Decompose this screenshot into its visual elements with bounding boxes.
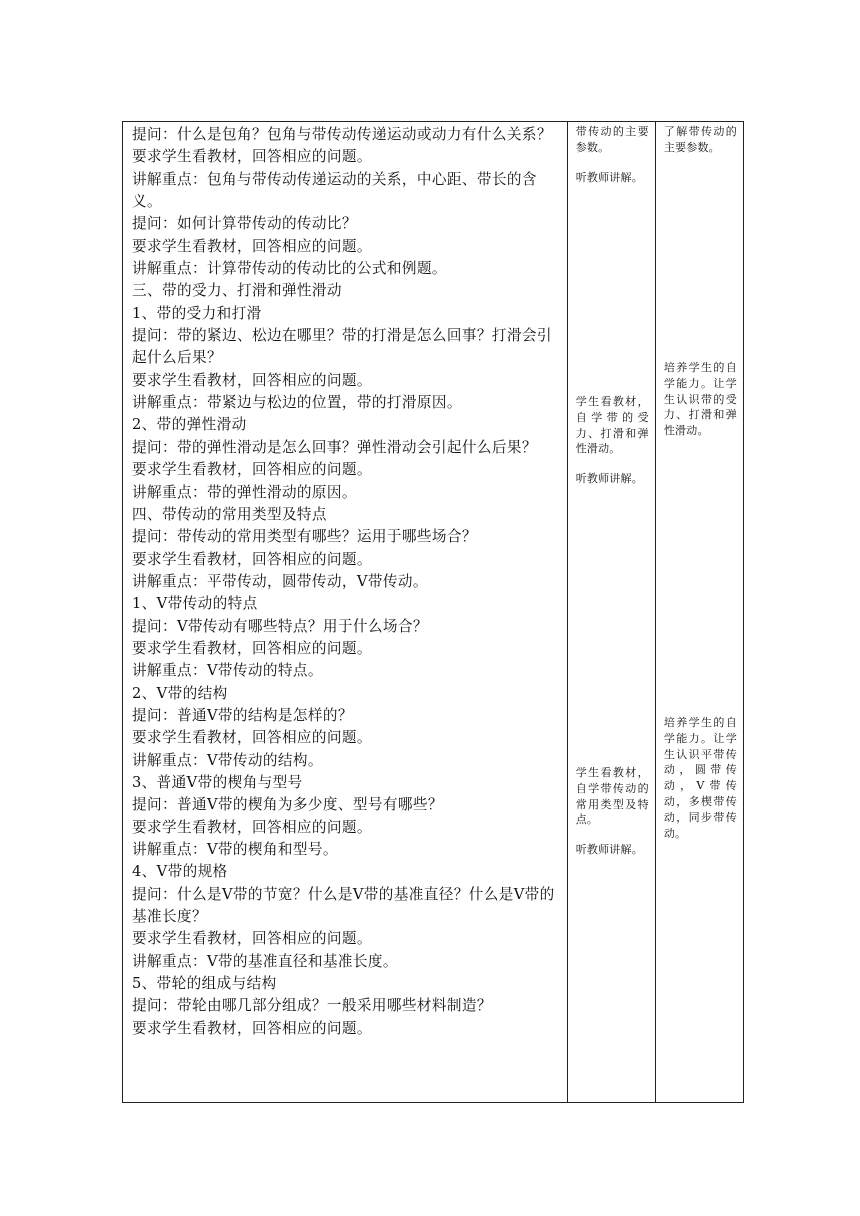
- design-intent-cell: [655, 122, 743, 1103]
- content-line: 讲解重点：V带传动的特点。: [132, 662, 323, 680]
- content-line: 提问：V带传动有哪些特点？用于什么场合？: [132, 617, 428, 635]
- activity-followup: 听教师讲解。: [575, 170, 643, 184]
- intent-text: 培养学生的自学能力。让学生认识平带传动，圆带传动，V带传动，多楔带传动，同步带传动。: [663, 716, 737, 840]
- subsection-heading: 2、V带的结构: [132, 684, 228, 702]
- section-heading: 四、带传动的常用类型及特点: [132, 505, 327, 523]
- content-line: 讲解重点：V带的基准直径和基准长度。: [132, 952, 398, 970]
- intent-text: 培养学生的自学能力。让学生认识带的受力、打滑和弹性滑动。: [663, 361, 737, 438]
- student-activity-note: [576, 394, 649, 487]
- student-activity-cell: [567, 122, 655, 1103]
- subsection-heading: 2、带的弹性滑动: [132, 416, 247, 434]
- activity-followup: 听教师讲解。: [575, 843, 643, 857]
- activity-followup: 听教师讲解。: [575, 472, 643, 486]
- content-line: 要求学生看教材，回答相应的问题。: [132, 148, 372, 166]
- content-line: 讲解重点：计算带传动的传动比的公式和例题。: [132, 260, 447, 278]
- content-line: 讲解重点：带紧边与松边的位置，带的打滑原因。: [132, 394, 462, 412]
- design-intent-note: [664, 124, 737, 156]
- intent-text: 了解带传动的主要参数。: [663, 125, 737, 154]
- content-line: 提问：带传动的常用类型有哪些？运用于哪些场合？: [132, 528, 477, 546]
- content-line: 讲解重点：平带传动，圆带传动，V带传动。: [132, 572, 428, 590]
- subsection-heading: 3、普通V带的楔角与型号: [132, 773, 303, 791]
- content-line: 讲解重点：V带传动的结构。: [132, 751, 323, 769]
- activity-text: 带传动的主要参数。: [575, 125, 649, 154]
- content-line: 提问：带的弹性滑动是怎么回事？弹性滑动会引起什么后果？: [132, 438, 537, 456]
- design-intent-note: [664, 360, 737, 439]
- lesson-plan-table: [122, 121, 744, 1103]
- content-line: 要求学生看教材，回答相应的问题。: [132, 1019, 372, 1037]
- content-line: 讲解重点：带的弹性滑动的原因。: [132, 483, 357, 501]
- content-line: 提问：什么是V带的节宽？什么是V带的基准直径？什么是V带的基准长度？: [132, 885, 555, 926]
- subsection-heading: 1、带的受力和打滑: [132, 304, 262, 322]
- content-line: 提问：如何计算带传动的传动比？: [132, 215, 357, 233]
- content-line: 要求学生看教材，回答相应的问题。: [132, 818, 372, 836]
- content-line: 要求学生看教材，回答相应的问题。: [132, 550, 372, 568]
- subsection-heading: 4、V带的规格: [132, 863, 228, 881]
- subsection-heading: 5、带轮的组成与结构: [132, 975, 277, 993]
- content-line: 提问：普通V带的楔角为多少度、型号有哪些？: [132, 796, 443, 814]
- design-intent-note: [664, 715, 737, 841]
- student-activity-note: [576, 124, 649, 185]
- content-line: 要求学生看教材，回答相应的问题。: [132, 639, 372, 657]
- subsection-heading: 1、V带传动的特点: [132, 595, 258, 613]
- teaching-content-cell: [123, 122, 568, 1103]
- content-line: 要求学生看教材，回答相应的问题。: [132, 237, 372, 255]
- activity-text: 学生看教材，自学带传动的常用类型及特点。: [575, 766, 649, 827]
- content-line: 提问：什么是包角？包角与带传动传递运动或动力有什么关系？: [132, 126, 552, 143]
- content-line: 要求学生看教材，回答相应的问题。: [132, 729, 372, 747]
- content-line: 提问：普通V带的结构是怎样的？: [132, 706, 353, 724]
- activity-text: 学生看教材，自学带的受力、打滑和弹性滑动。: [575, 395, 649, 456]
- content-line: 提问：带轮由哪几部分组成？一般采用哪些材料制造？: [132, 997, 492, 1015]
- content-line: 要求学生看教材，回答相应的问题。: [132, 461, 372, 479]
- content-line: 要求学生看教材，回答相应的问题。: [132, 930, 372, 948]
- content-line: 讲解重点：包角与带传动传递运动的关系，中心距、带长的含义。: [132, 170, 537, 211]
- table-row: [123, 122, 744, 1103]
- content-line: 要求学生看教材，回答相应的问题。: [132, 371, 372, 389]
- content-line: 讲解重点：V带的楔角和型号。: [132, 841, 338, 858]
- content-line: 提问：带的紧边、松边在哪里？带的打滑是怎么回事？打滑会引起什么后果？: [132, 327, 552, 367]
- section-heading: 三、带的受力、打滑和弹性滑动: [132, 282, 342, 300]
- student-activity-note: [576, 765, 649, 858]
